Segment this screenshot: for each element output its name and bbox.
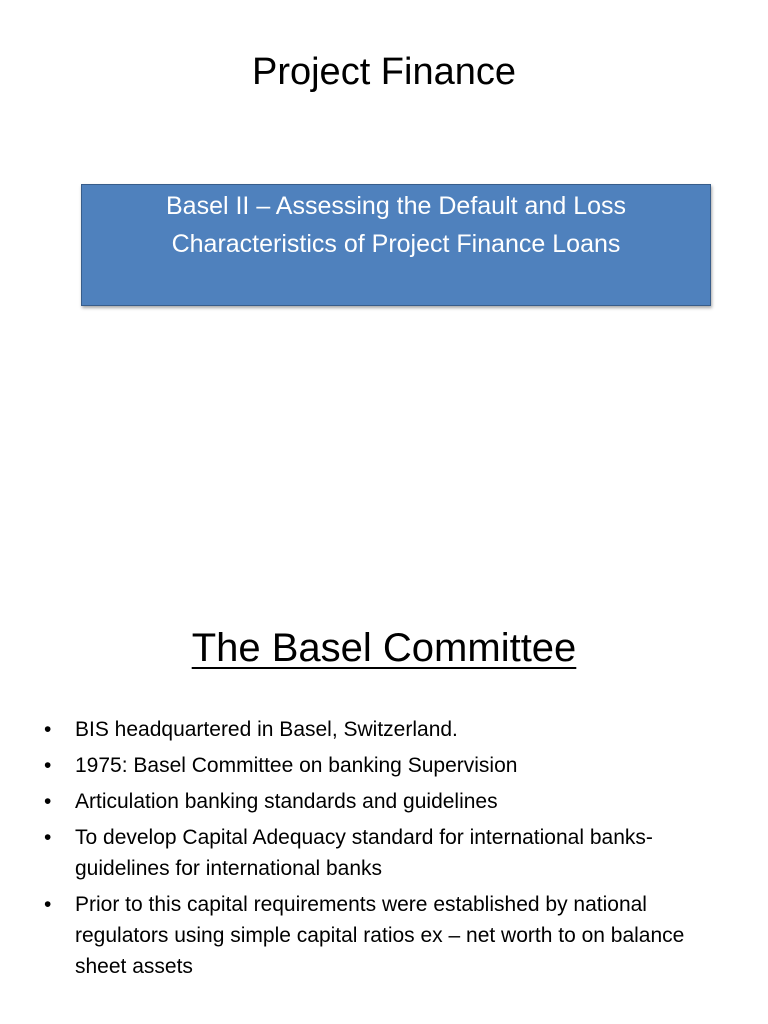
bullet-text: To develop Capital Adequacy standard for international banks- guidelines for international banks [75,826,653,880]
bullet-item [44,786,734,817]
bullet-icon: • [44,754,52,777]
bullet-text: Prior to this capital requirements were established by national regulators using simple capital ratios ex – net worth to on balance sheet assets [75,893,685,978]
subtitle-line: Characteristics of Project Finance Loans [171,230,621,258]
bullet-icon: • [44,790,52,813]
subtitle-line: Basel II – Assessing the Default and Loss [166,192,626,220]
bullet-item [44,750,734,781]
slide-title: The Basel Committee [191,626,577,670]
bullet-icon: • [44,826,52,849]
bullet-list [44,714,734,987]
bullet-item [44,714,734,745]
subtitle-box [81,184,711,306]
bullet-icon: • [44,718,52,741]
bullet-text: Articulation banking standards and guidelines [75,790,498,813]
slide-title: Project Finance [251,51,516,93]
bullet-item [44,889,734,982]
bullet-text: BIS headquartered in Basel, Switzerland. [75,718,458,741]
bullet-text: 1975: Basel Committee on banking Supervision [75,754,518,777]
slide-basel-committee [0,576,768,1024]
bullet-icon: • [44,893,52,916]
bullet-item [44,822,734,884]
